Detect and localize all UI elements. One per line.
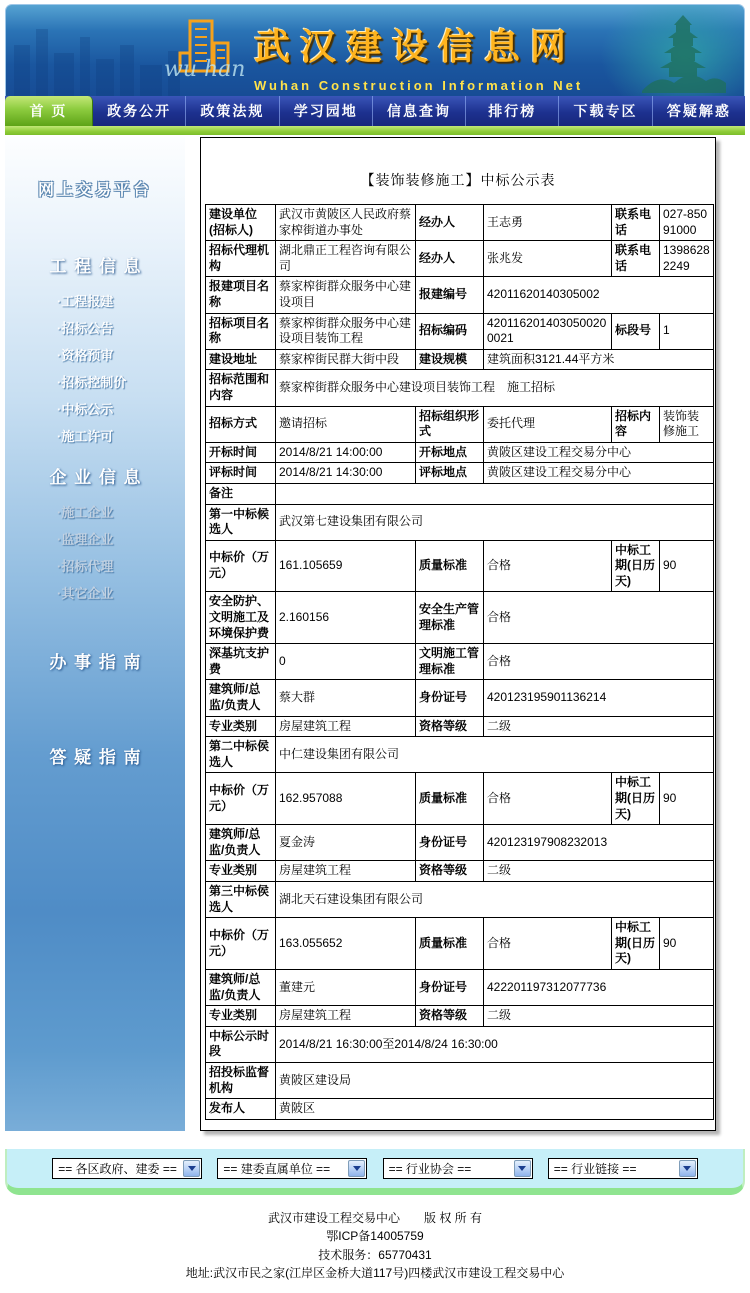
table-value-cell: 建筑面积3121.44平方米	[484, 349, 714, 370]
table-value-cell: 合格	[484, 918, 612, 970]
table-label-cell: 建设地址	[206, 349, 276, 370]
table-label-cell: 专业类别	[206, 716, 276, 737]
table-label-cell: 发布人	[206, 1099, 276, 1120]
table-value-cell: 90	[660, 540, 714, 592]
table-row	[206, 442, 714, 463]
table-label-cell: 专业类别	[206, 1006, 276, 1027]
table-label-cell: 报建编号	[416, 277, 484, 313]
footer-dropdown-3[interactable]	[548, 1158, 698, 1179]
table-label-cell: 中标价（万元）	[206, 918, 276, 970]
table-label-cell: 专业类别	[206, 861, 276, 882]
table-value-cell: 委托代理	[484, 406, 612, 442]
table-value-cell: 蔡家榨街群众服务中心建设项目装饰工程	[276, 313, 416, 349]
table-value-cell: 装饰装修施工	[660, 406, 714, 442]
sidebar-link[interactable]: ·招标控制价	[57, 375, 127, 390]
bid-table-body	[206, 205, 714, 1120]
table-row	[206, 406, 714, 442]
nav-tab-4[interactable]: 信息查询	[373, 96, 466, 126]
table-label-cell: 建设单位(招标人)	[206, 205, 276, 241]
table-value-cell	[276, 483, 714, 504]
table-value-cell: 合格	[484, 540, 612, 592]
table-label-cell: 第二中标侯选人	[206, 737, 276, 773]
table-label-cell: 招标范围和内容	[206, 370, 276, 406]
chevron-down-icon	[353, 1166, 361, 1171]
sidebar-platform-title[interactable]: 网上交易平台	[37, 182, 152, 199]
table-row	[206, 241, 714, 277]
table-label-cell: 中标工期(日历天)	[612, 773, 660, 825]
table-value-cell: 邀请招标	[276, 406, 416, 442]
table-label-cell: 招投标监督机构	[206, 1062, 276, 1098]
site-title: 武汉建设信息网	[254, 26, 577, 67]
dropdown-arrow-button[interactable]	[348, 1160, 365, 1177]
table-row	[206, 313, 714, 349]
table-value-cell: 合格	[484, 644, 714, 680]
table-row	[206, 1062, 714, 1098]
table-label-cell: 招标内容	[612, 406, 660, 442]
table-value-cell: 蔡家榨街群众服务中心建设项目装饰工程 施工招标	[276, 370, 714, 406]
nav-tab-7[interactable]: 答疑解惑	[666, 103, 731, 119]
sidebar-links	[5, 287, 185, 449]
nav-tab-5[interactable]: 排行榜	[466, 96, 559, 126]
table-row	[206, 644, 714, 680]
sidebar-links	[5, 498, 185, 606]
table-value-cell: 房屋建筑工程	[276, 716, 416, 737]
nav-tab-1[interactable]: 政务公开	[93, 96, 186, 126]
table-row	[206, 1006, 714, 1027]
nav-tab-0[interactable]: 首 页	[5, 96, 93, 126]
sidebar-link[interactable]: ·其它企业	[57, 586, 114, 601]
sidebar-link[interactable]: ·工程报建	[57, 294, 114, 309]
table-value-cell: 武汉市黄陂区人民政府蔡家榨街道办事处	[276, 205, 416, 241]
table-value-cell: 027-85091000	[660, 205, 714, 241]
table-row	[206, 1099, 714, 1120]
table-label-cell: 开标时间	[206, 442, 276, 463]
table-label-cell: 文明施工管理标准	[416, 644, 484, 680]
bid-table	[205, 204, 714, 1120]
table-value-cell: 420123197908232013	[484, 825, 714, 861]
sidebar-link[interactable]: ·招标公告	[57, 321, 114, 336]
dropdown-label: == 行业链接 ==	[553, 1161, 637, 1176]
table-value-cell: 合格	[484, 773, 612, 825]
table-value-cell: 黄陂区	[276, 1099, 714, 1120]
wuhan-script-text: wu han	[164, 57, 246, 82]
table-row	[206, 773, 714, 825]
link-band-wrap	[0, 1149, 750, 1195]
table-value-cell: 2.160156	[276, 592, 416, 644]
table-label-cell: 中标工期(日历天)	[612, 540, 660, 592]
content-box	[200, 137, 716, 1131]
table-label-cell: 建设规模	[416, 349, 484, 370]
dropdown-arrow-button[interactable]	[183, 1160, 200, 1177]
table-value-cell: 黄陂区建设工程交易分中心	[484, 463, 714, 484]
sidebar-link[interactable]: ·招标代理	[57, 559, 114, 574]
sidebar-link[interactable]: ·监理企业	[57, 532, 114, 547]
table-label-cell: 经办人	[416, 205, 484, 241]
table-value-cell: 90	[660, 773, 714, 825]
sidebar-section-1[interactable]: 企业信息	[49, 468, 149, 487]
table-value-cell: 二级	[484, 1006, 714, 1027]
table-value-cell: 湖北天石建设集团有限公司	[276, 881, 714, 917]
table-value-cell: 中仁建设集团有限公司	[276, 737, 714, 773]
table-value-cell: 夏金涛	[276, 825, 416, 861]
footer-dropdown-1[interactable]	[217, 1158, 367, 1179]
sidebar-section-2[interactable]: 办事指南	[49, 653, 149, 672]
table-label-cell: 招标方式	[206, 406, 276, 442]
table-row	[206, 969, 714, 1005]
table-value-cell: 422201197312077736	[484, 969, 714, 1005]
sidebar-gap	[5, 683, 185, 729]
table-label-cell: 安全生产管理标准	[416, 592, 484, 644]
table-row	[206, 370, 714, 406]
table-label-cell: 中标工期(日历天)	[612, 918, 660, 970]
table-value-cell: 蔡家榨街群众服务中心建设项目	[276, 277, 416, 313]
table-row	[206, 716, 714, 737]
table-label-cell: 安全防护、文明施工及环境保护费	[206, 592, 276, 644]
table-row	[206, 205, 714, 241]
table-label-cell: 中标价（万元）	[206, 540, 276, 592]
table-label-cell: 标段号	[612, 313, 660, 349]
footer-line: 鄂ICP备14005759	[326, 1229, 424, 1244]
table-value-cell: 蔡大群	[276, 680, 416, 716]
chevron-down-icon	[188, 1166, 196, 1171]
table-value-cell: 163.055652	[276, 918, 416, 970]
table-row	[206, 592, 714, 644]
table-value-cell: 张兆发	[484, 241, 612, 277]
table-row	[206, 737, 714, 773]
sidebar	[5, 137, 185, 1131]
footer-line: 地址:武汉市民之家(江岸区金桥大道117号)四楼武汉市建设工程交易中心	[185, 1266, 565, 1281]
table-value-cell: 2014/8/21 14:30:00	[276, 463, 416, 484]
sidebar-link[interactable]: ·中标公示	[57, 402, 114, 417]
table-value-cell: 湖北鼎正工程咨询有限公司	[276, 241, 416, 277]
table-label-cell: 中标价（万元）	[206, 773, 276, 825]
footer-dropdown-2[interactable]	[383, 1158, 533, 1179]
link-band	[5, 1149, 745, 1195]
main-area	[0, 135, 750, 1149]
table-label-cell: 资格等级	[416, 861, 484, 882]
sidebar-section-3[interactable]: 答疑指南	[49, 748, 149, 767]
table-value-cell: 蔡家榨街民群大街中段	[276, 349, 416, 370]
table-value-cell: 黄陂区建设局	[276, 1062, 714, 1098]
table-label-cell: 建筑师/总监/负责人	[206, 969, 276, 1005]
pagoda-graphic	[640, 13, 726, 93]
table-row	[206, 825, 714, 861]
table-row	[206, 504, 714, 540]
sidebar-sections	[5, 252, 185, 768]
table-value-cell: 13986282249	[660, 241, 714, 277]
table-label-cell: 开标地点	[416, 442, 484, 463]
table-label-cell: 质量标准	[416, 918, 484, 970]
main-nav	[5, 96, 745, 126]
dropdown-label: == 行业协会 ==	[388, 1161, 472, 1176]
header	[0, 0, 750, 96]
table-label-cell: 招标项目名称	[206, 313, 276, 349]
table-label-cell: 身份证号	[416, 680, 484, 716]
dropdown-label: == 建委直属单位 ==	[223, 1161, 331, 1176]
table-value-cell: 二级	[484, 861, 714, 882]
table-label-cell: 评标时间	[206, 463, 276, 484]
nav-green-strip	[5, 126, 745, 135]
table-value-cell: 161.105659	[276, 540, 416, 592]
table-row	[206, 881, 714, 917]
table-label-cell: 评标地点	[416, 463, 484, 484]
table-label-cell: 招标代理机构	[206, 241, 276, 277]
table-label-cell: 报建项目名称	[206, 277, 276, 313]
table-row	[206, 277, 714, 313]
table-label-cell: 质量标准	[416, 773, 484, 825]
table-value-cell: 董建元	[276, 969, 416, 1005]
table-value-cell: 0	[276, 644, 416, 680]
table-label-cell: 深基坑支护费	[206, 644, 276, 680]
table-label-cell: 建筑师/总监/负责人	[206, 825, 276, 861]
table-row	[206, 349, 714, 370]
sidebar-section-0[interactable]: 工程信息	[49, 257, 149, 276]
table-value-cell: 合格	[484, 592, 714, 644]
table-label-cell: 建筑师/总监/负责人	[206, 680, 276, 716]
table-value-cell: 42011620140305002	[484, 277, 714, 313]
table-row	[206, 1026, 714, 1062]
table-row	[206, 861, 714, 882]
table-label-cell: 资格等级	[416, 716, 484, 737]
dropdown-arrow-button[interactable]	[679, 1160, 696, 1177]
table-label-cell: 第三中标侯选人	[206, 881, 276, 917]
table-value-cell: 二级	[484, 716, 714, 737]
table-label-cell: 身份证号	[416, 969, 484, 1005]
table-label-cell: 质量标准	[416, 540, 484, 592]
sidebar-gap	[5, 612, 185, 634]
table-label-cell: 招标编码	[416, 313, 484, 349]
table-label-cell: 中标公示时段	[206, 1026, 276, 1062]
table-value-cell: 王志勇	[484, 205, 612, 241]
footer	[0, 1195, 750, 1293]
table-value-cell: 黄陂区建设工程交易分中心	[484, 442, 714, 463]
table-label-cell: 资格等级	[416, 1006, 484, 1027]
table-row	[206, 918, 714, 970]
sidebar-link[interactable]: ·资格预审	[57, 348, 114, 363]
table-row	[206, 483, 714, 504]
chevron-down-icon	[518, 1166, 526, 1171]
chevron-down-icon	[683, 1166, 691, 1171]
table-value-cell: 房屋建筑工程	[276, 861, 416, 882]
table-row	[206, 463, 714, 484]
table-value-cell: 90	[660, 918, 714, 970]
table-label-cell: 招标组织形式	[416, 406, 484, 442]
bid-table-title: 【装饰装修施工】中标公示表	[360, 172, 556, 188]
table-value-cell: 4201162014030500200021	[484, 313, 612, 349]
table-label-cell: 备注	[206, 483, 276, 504]
table-row	[206, 540, 714, 592]
table-value-cell: 2014/8/21 14:00:00	[276, 442, 416, 463]
nav-tab-2[interactable]: 政策法规	[186, 96, 279, 126]
table-value-cell: 162.957088	[276, 773, 416, 825]
table-label-cell: 经办人	[416, 241, 484, 277]
table-label-cell: 联系电话	[612, 205, 660, 241]
nav-tab-3[interactable]: 学习园地	[280, 96, 373, 126]
footer-line: 技术服务：65770431	[318, 1247, 432, 1262]
table-value-cell: 武汉第七建设集团有限公司	[276, 504, 714, 540]
dropdown-label: == 各区政府、建委 ==	[58, 1161, 177, 1176]
nav-tab-6[interactable]: 下载专区	[559, 96, 652, 126]
table-row	[206, 680, 714, 716]
table-label-cell: 身份证号	[416, 825, 484, 861]
footer-line: 武汉市建设工程交易中心 版 权 所 有	[267, 1210, 482, 1225]
sidebar-link[interactable]: ·施工企业	[57, 505, 114, 520]
site-subtitle: Wuhan Construction Information Net	[254, 78, 584, 93]
title-block	[254, 13, 583, 93]
table-value-cell: 420123195901136214	[484, 680, 714, 716]
sidebar-link[interactable]: ·施工许可	[57, 429, 114, 444]
dropdown-arrow-button[interactable]	[514, 1160, 531, 1177]
table-value-cell: 2014/8/21 16:30:00至2014/8/24 16:30:00	[276, 1026, 714, 1062]
table-value-cell: 房屋建筑工程	[276, 1006, 416, 1027]
footer-dropdown-0[interactable]	[52, 1158, 202, 1179]
table-value-cell: 1	[660, 313, 714, 349]
table-label-cell: 联系电话	[612, 241, 660, 277]
table-label-cell: 第一中标候选人	[206, 504, 276, 540]
site-banner	[5, 4, 745, 96]
